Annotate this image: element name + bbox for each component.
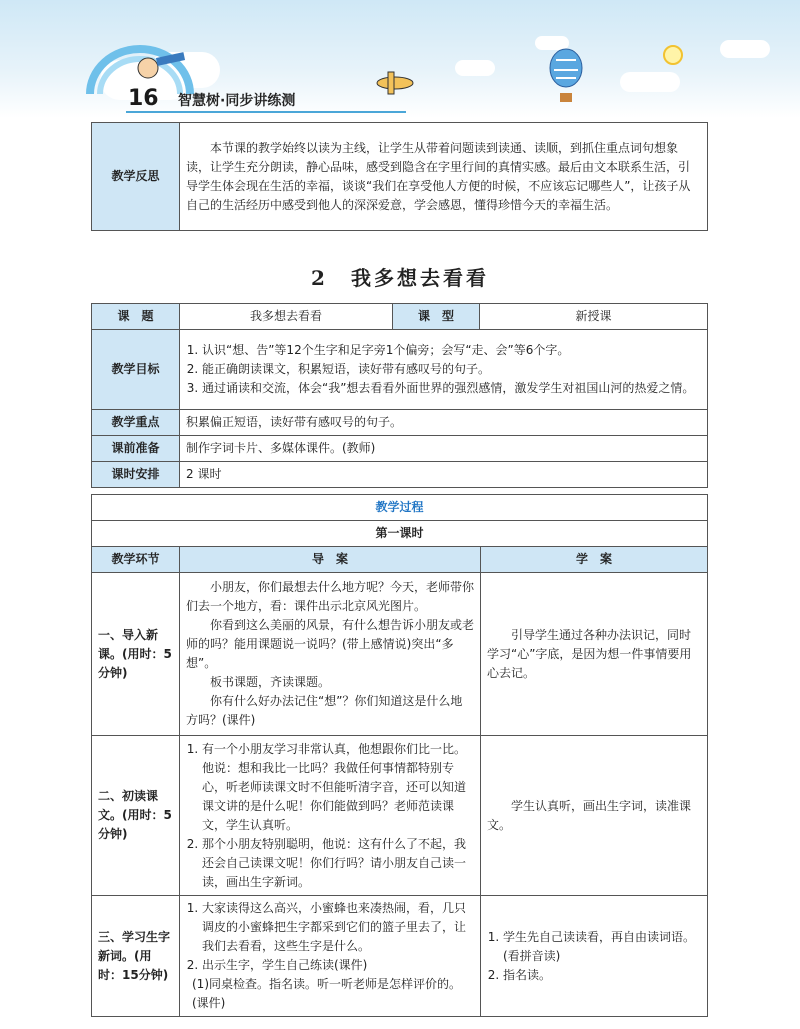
- type-label: 课 型: [393, 304, 480, 330]
- prep-value: 制作字词卡片、多媒体课件。(教师): [180, 436, 708, 462]
- reflection-label: 教学反思: [92, 123, 180, 231]
- col-study-header: 学 案: [481, 547, 708, 573]
- child-telescope-icon: [130, 46, 190, 86]
- hours-label: 课时安排: [92, 462, 180, 488]
- reflection-table: [91, 122, 708, 231]
- topic-label: 课 题: [92, 304, 180, 330]
- header-divider: [126, 111, 406, 113]
- guide-item: 2. 那个小朋友特别聪明，他说：这有什么了不起，我还会自己读课文呢！你们行吗？请小朋友自己读一读，画出生字新词。: [202, 835, 474, 892]
- goal-item: 1. 认识“想、告”等12个生字和足字旁1个偏旁；会写“走、会”等6个字。: [202, 341, 701, 360]
- topic-value: 我多想去看看: [180, 304, 393, 330]
- guide-cell: [180, 896, 481, 1017]
- col-stage-header: 教学环节: [92, 547, 180, 573]
- guide-paragraph: 小朋友，你们最想去什么地方呢？今天，老师带你们去一个地方，看：课件出示北京风光图片。: [186, 580, 475, 613]
- prep-label: 课前准备: [92, 436, 180, 462]
- cloud-decoration: [620, 72, 680, 92]
- reflection-cell: [180, 123, 708, 231]
- guide-item: 1. 有一个小朋友学习非常认真，他想跟你们比一比。他说：想和我比一比吗？我做任何事情都特别专心，听老师读课文时不但能听清字音，还可以知道课文讲的是什么呢！你们能做到吗？老师范读课文，学生认真听。: [202, 740, 474, 835]
- sun-icon: [658, 40, 688, 70]
- hours-value: 2 课时: [180, 462, 708, 488]
- focus-label: 教学重点: [92, 410, 180, 436]
- lesson-title: 2 我多想去看看: [311, 266, 489, 290]
- airplane-icon: [370, 68, 420, 98]
- table-row: [92, 896, 708, 1017]
- study-paragraph: 引导学生通过各种办法识记，同时学习“心”字底，是因为想一件事情要用心去记。: [487, 627, 692, 680]
- study-cell: [481, 896, 708, 1017]
- guide-paragraph: 你看到这么美丽的风景，有什么想告诉小朋友或老师的吗？能用课题说一说吗？(带上感情说)突出“多想”。: [186, 618, 475, 670]
- goals-label: 教学目标: [92, 330, 180, 410]
- study-item: 1. 学生先自己读读看，再自由读词语。(看拼音读): [503, 928, 701, 966]
- reflection-text: 本节课的教学始终以读为主线，让学生从带着问题读到读通、读顺，到抓住重点词句想象读，让学生充分朗读，静心品味，感受到隐含在字里行间的真情实感。最后由文本联系生活，引导学生体会现在生活的幸福，谈谈“我们在享受他人方便的时候，不应该忘记哪些人”，让孩子从自己的生活经历中感受到他人的深深爱意，学会感恩，懂得珍惜今天的幸福生活。: [186, 140, 691, 212]
- process-table: [91, 494, 708, 1017]
- period-title: 第一课时: [92, 521, 708, 547]
- table-row: [92, 736, 708, 896]
- book-title: 智慧树·同步讲练测: [178, 93, 296, 109]
- stage-cell: 二、初读课文。(用时：5分钟): [92, 736, 180, 896]
- study-cell: [481, 736, 708, 896]
- study-cell: [481, 573, 708, 736]
- goal-item: 2. 能正确朗读课文，积累短语，读好带有感叹号的句子。: [202, 360, 701, 379]
- guide-paragraph: 板书课题，齐读课题。: [210, 675, 331, 689]
- guide-paragraph: 你有什么好办法记住“想”？你们知道这是什么地方吗？(课件): [186, 694, 463, 727]
- table-row: [92, 573, 708, 736]
- cloud-decoration: [455, 60, 495, 76]
- guide-subitem: (1)同桌检查。指名读。听一听老师是怎样评价的。(课件): [192, 977, 461, 1010]
- study-item: 2. 指名读。: [503, 966, 701, 985]
- guide-cell: [180, 736, 481, 896]
- hot-air-balloon-icon: [546, 48, 586, 108]
- goal-item: 3. 通过诵读和交流，体会“我”想去看看外面世界的强烈感情，激发学生对祖国山河的热爱之情。: [202, 379, 701, 398]
- guide-cell: [180, 573, 481, 736]
- process-title: 教学过程: [92, 495, 708, 521]
- lesson-plan-table: [91, 303, 708, 488]
- type-value: 新授课: [480, 304, 708, 330]
- goals-cell: [180, 330, 708, 410]
- col-guide-header: 导 案: [180, 547, 481, 573]
- focus-value: 积累偏正短语，读好带有感叹号的句子。: [180, 410, 708, 436]
- stage-cell: 三、学习生字新词。(用时：15分钟): [92, 896, 180, 1017]
- study-paragraph: 学生认真听，画出生字词，读准课文。: [487, 798, 692, 832]
- cloud-decoration: [720, 40, 770, 58]
- stage-cell: 一、导入新课。(用时：5分钟): [92, 573, 180, 736]
- page-number: 16: [128, 86, 159, 111]
- guide-item: 1. 大家读得这么高兴，小蜜蜂也来凑热闹，看，几只调皮的小蜜蜂把生字都采到它们的篮子里去了，让我们去看看，这些生字是什么。: [202, 899, 474, 956]
- header-banner: [0, 0, 800, 118]
- guide-item: 2. 出示生字，学生自己练读(课件): [202, 956, 474, 975]
